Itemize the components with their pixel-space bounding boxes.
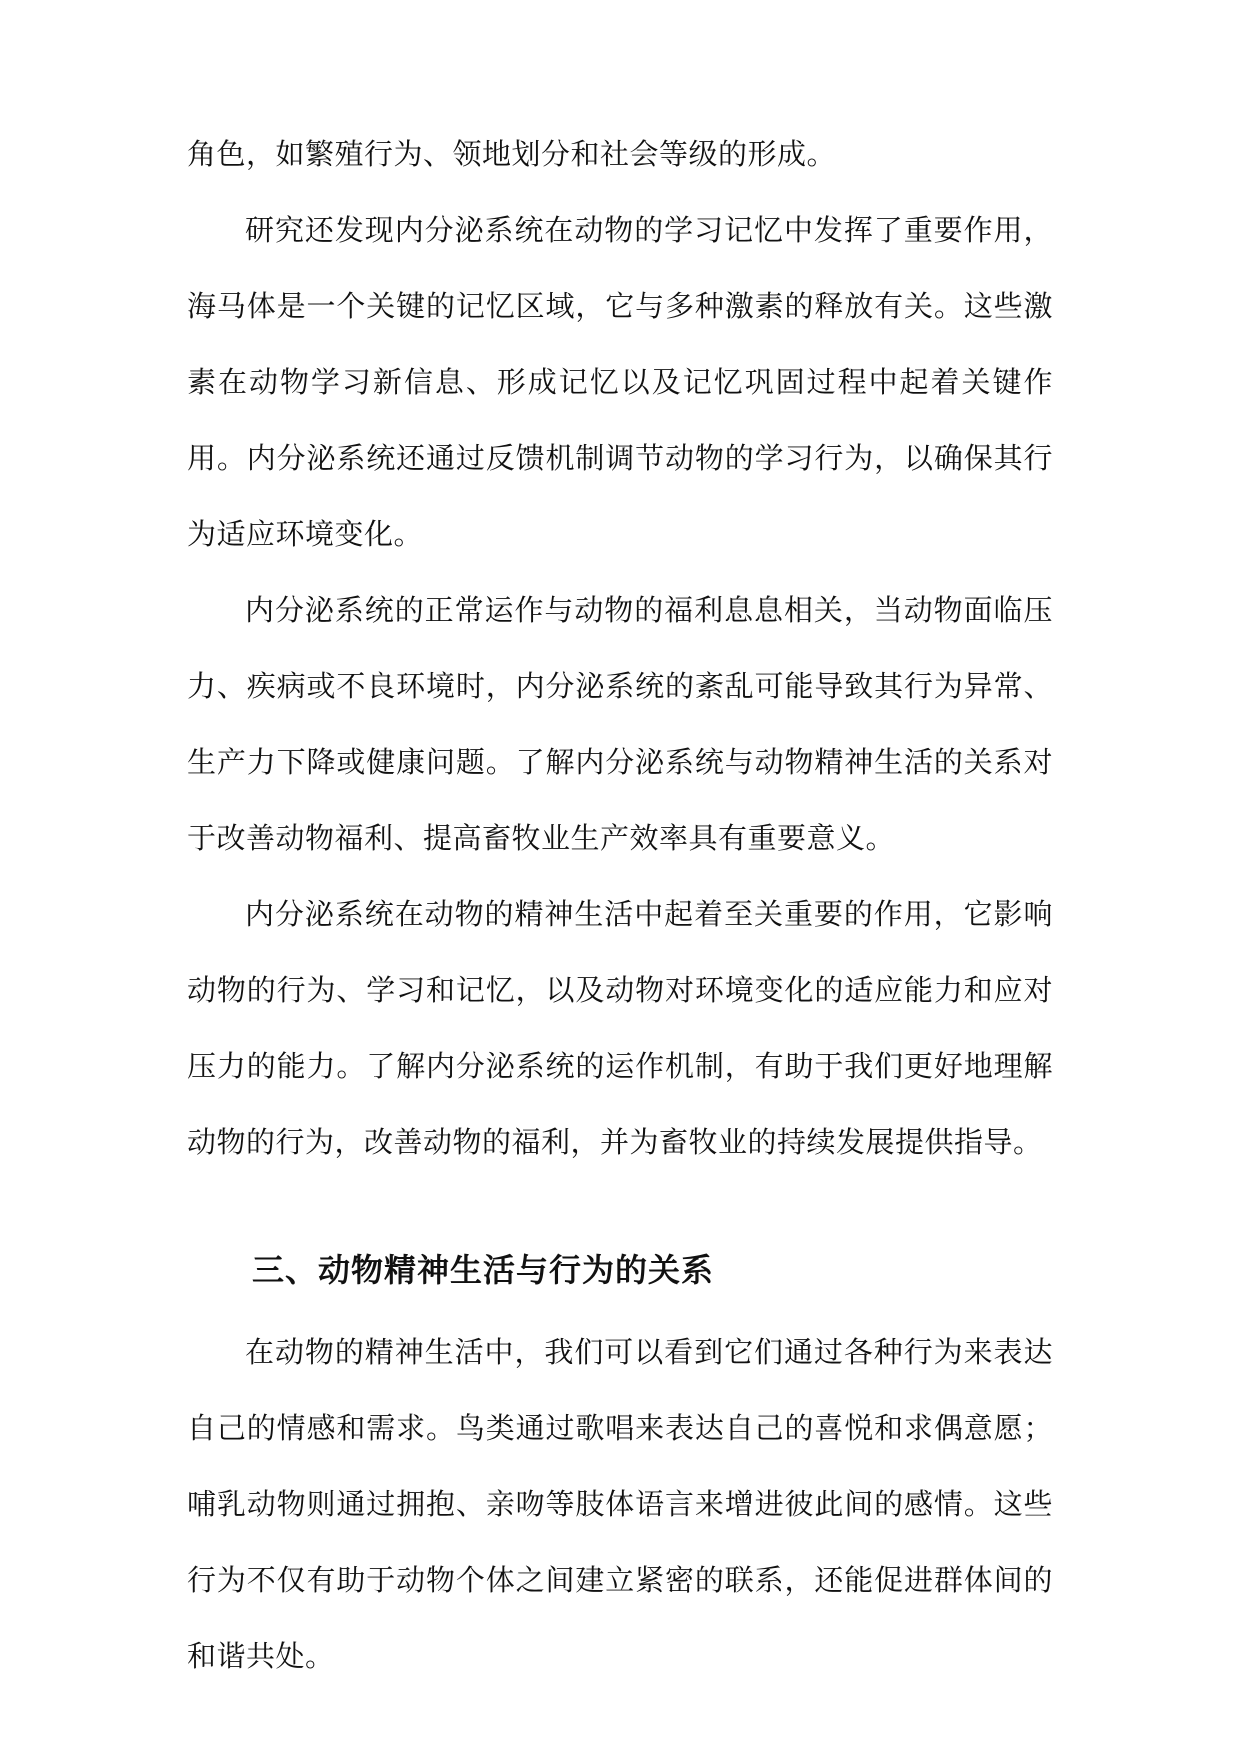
paragraph-learning-memory: 研究还发现内分泌系统在动物的学习记忆中发挥了重要作用，海马体是一个关键的记忆区域，它与多种激素的释放有关。这些激素在动物学习新信息、形成记忆以及记忆巩固过程中起着关键作用。内分泌系统还通过反馈机制调节动物的学习行为，以确保其行为适应环境变化。 <box>187 213 1053 551</box>
paragraph-animal-welfare: 内分泌系统的正常运作与动物的福利息息相关，当动物面临压力、疾病或不良环境时，内分泌系统的紊乱可能导致其行为异常、生产力下降或健康问题。了解内分泌系统与动物精神生活的关系对于改善动物福利、提高畜牧业生产效率具有重要意义。 <box>187 593 1053 855</box>
section-heading: 三、动物精神生活与行为的关系 <box>252 1251 715 1289</box>
paragraph-continuation: 角色，如繁殖行为、领地划分和社会等级的形成。 <box>187 137 837 171</box>
paragraph-endocrine-summary: 内分泌系统在动物的精神生活中起着至关重要的作用，它影响动物的行为、学习和记忆，以及动物对环境变化的适应能力和应对压力的能力。了解内分泌系统的运作机制，有助于我们更好地理解动物的行为，改善动物的福利，并为畜牧业的持续发展提供指导。 <box>187 897 1053 1159</box>
paragraph-behavior-expression: 在动物的精神生活中，我们可以看到它们通过各种行为来表达自己的情感和需求。鸟类通过歌唱来表达自己的喜悦和求偶意愿；哺乳动物则通过拥抱、亲吻等肢体语言来增进彼此间的感情。这些行为不仅有助于动物个体之间建立紧密的联系，还能促进群体间的和谐共处。 <box>187 1335 1053 1673</box>
